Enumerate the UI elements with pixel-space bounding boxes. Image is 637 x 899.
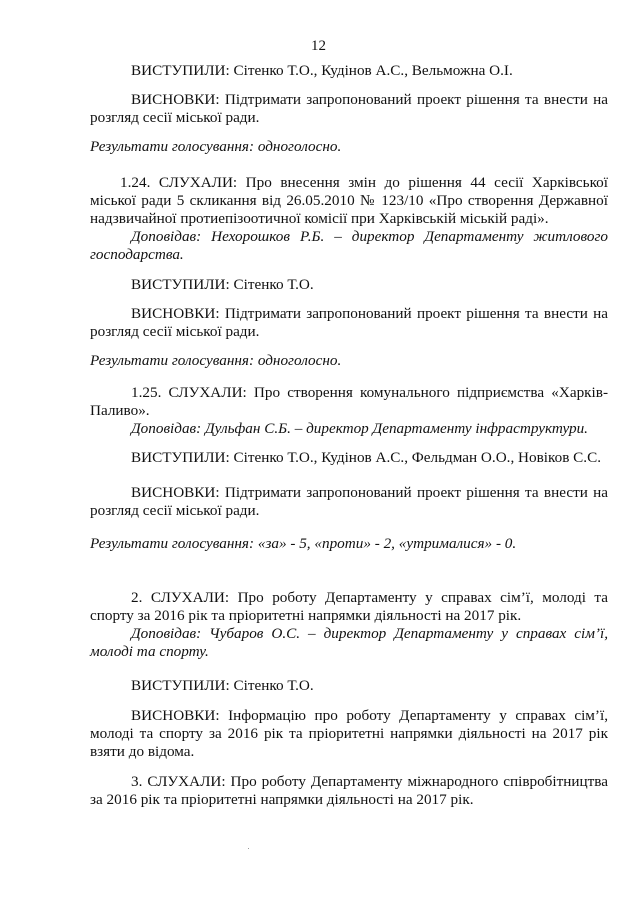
- text-line: спорту за 2016 рік та пріоритетні напрямки діяльності на 2017 рік.: [90, 607, 522, 624]
- scan-dot: [248, 848, 249, 849]
- text-line: розгляд сесії міської ради.: [90, 502, 260, 519]
- text-line: ВИСНОВКИ: Підтримати запропонований проект рішення та внести на: [131, 305, 608, 322]
- text-line: 2. СЛУХАЛИ: Про роботу Департаменту у справах сім’ї, молоді та: [131, 589, 608, 606]
- text-line: молоді та спорту за 2016 рік та пріоритетні напрямки діяльності на 2017 рік: [90, 725, 608, 742]
- page-number: 12: [311, 38, 326, 54]
- text-line: взяти до відома.: [90, 743, 195, 760]
- text-line: ВИСТУПИЛИ: Сітенко Т.О., Кудінов А.С., Вельможна О.І.: [131, 62, 513, 79]
- text-line: Результати голосування: «за» - 5, «проти» - 2, «утрималися» - 0.: [90, 535, 517, 552]
- text-line: ВИСНОВКИ: Інформацію про роботу Департаменту у справах сім’ї,: [131, 707, 608, 724]
- text-line: ВИСНОВКИ: Підтримати запропонований проект рішення та внести на: [131, 484, 608, 501]
- text-line: розгляд сесії міської ради.: [90, 323, 260, 340]
- text-line: 1.24. СЛУХАЛИ: Про внесення змін до рішення 44 сесії Харківської: [120, 174, 608, 191]
- text-line: 1.25. СЛУХАЛИ: Про створення комунального підприємства «Харків-: [131, 384, 608, 401]
- text-line: ВИСНОВКИ: Підтримати запропонований проект рішення та внести на: [131, 91, 608, 108]
- text-line: ВИСТУПИЛИ: Сітенко Т.О.: [131, 677, 314, 694]
- text-line: міської ради 5 скликання від 26.05.2010 № 123/10 «Про створення Державної: [90, 192, 608, 209]
- text-line: 3. СЛУХАЛИ: Про роботу Департаменту міжнародного співробітництва: [131, 773, 608, 790]
- text-line: Результати голосування: одноголосно.: [90, 138, 342, 155]
- text-line: молоді та спорту.: [90, 643, 209, 660]
- text-line: Паливо».: [90, 402, 150, 419]
- text-line: за 2016 рік та пріоритетні напрямки діяльності на 2017 рік.: [90, 791, 474, 808]
- text-line: ВИСТУПИЛИ: Сітенко Т.О.: [131, 276, 314, 293]
- text-line: господарства.: [90, 246, 184, 263]
- text-line: Доповідав: Нехорошков Р.Б. – директор Департаменту житлового: [131, 228, 608, 245]
- text-line: надзвичайної протиепізоотичної комісії при Харківській міській раді».: [90, 210, 549, 227]
- text-line: Доповідав: Дульфан С.Б. – директор Департаменту інфраструктури.: [131, 420, 588, 437]
- text-line: Результати голосування: одноголосно.: [90, 352, 342, 369]
- text-line: ВИСТУПИЛИ: Сітенко Т.О., Кудінов А.С., Фельдман О.О., Новіков С.С.: [131, 449, 602, 466]
- text-line: розгляд сесії міської ради.: [90, 109, 260, 126]
- text-line: Доповідав: Чубаров О.С. – директор Департаменту у справах сім’ї,: [131, 625, 608, 642]
